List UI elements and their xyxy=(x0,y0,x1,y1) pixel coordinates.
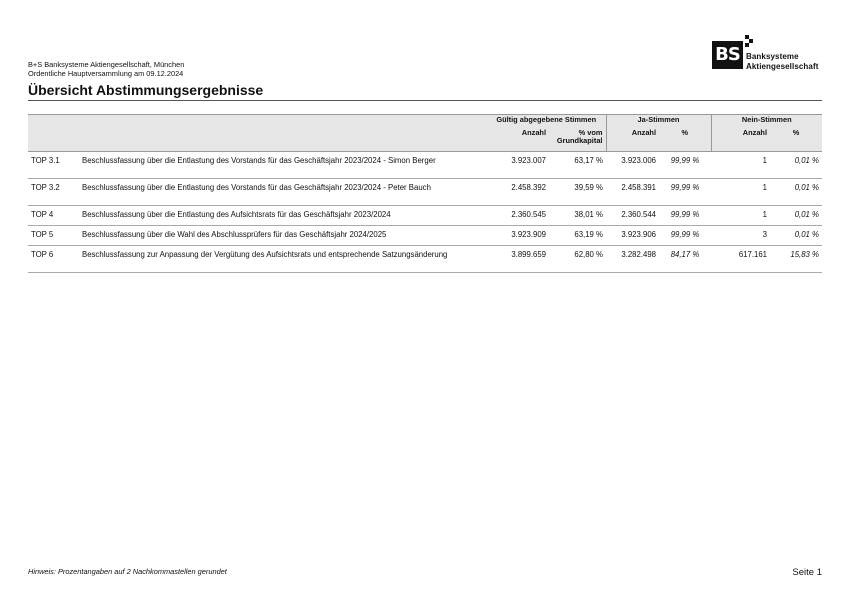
yes-count: 3.282.498 xyxy=(606,246,659,273)
table-row xyxy=(28,226,822,246)
yes-count: 2.458.391 xyxy=(606,179,659,206)
table-column-header xyxy=(28,129,822,152)
no-pct: 0,01 % xyxy=(770,179,822,206)
table-row xyxy=(28,246,822,273)
company-name: B+S Banksysteme Aktiengesellschaft, München xyxy=(28,60,185,69)
header-no-pct: % xyxy=(770,129,822,152)
logo-mark: BS xyxy=(712,41,743,69)
title-divider xyxy=(28,100,822,101)
yes-count: 3.923.906 xyxy=(606,226,659,246)
valid-pct: 62,80 % xyxy=(549,246,606,273)
no-pct: 0,01 % xyxy=(770,152,822,179)
yes-count: 2.360.544 xyxy=(606,206,659,226)
header-pct-capital-line1: % vom xyxy=(578,128,603,137)
agenda-item: TOP 6 xyxy=(28,246,79,273)
yes-pct: 99,99 % xyxy=(659,226,711,246)
valid-count: 3.923.007 xyxy=(487,152,549,179)
agenda-description: Beschlussfassung über die Wahl des Abschlussprüfers für das Geschäftsjahr 2024/2025 xyxy=(79,226,487,246)
company-logo xyxy=(712,35,824,75)
header-no-votes: Nein-Stimmen xyxy=(711,115,822,130)
no-count: 1 xyxy=(711,179,770,206)
yes-pct: 84,17 % xyxy=(659,246,711,273)
header-yes-pct: % xyxy=(659,129,711,152)
header-yes-count: Anzahl xyxy=(606,129,659,152)
no-pct: 15,83 % xyxy=(770,246,822,273)
agenda-description: Beschlussfassung über die Entlastung des Vorstands für das Geschäftsjahr 2023/2024 - Peter Bauch xyxy=(79,179,487,206)
valid-pct: 39,59 % xyxy=(549,179,606,206)
agenda-item: TOP 4 xyxy=(28,206,79,226)
voting-results-table xyxy=(28,114,822,273)
yes-pct: 99,99 % xyxy=(659,206,711,226)
header-blank xyxy=(28,115,79,130)
header-valid-votes: Gültig abgegebene Stimmen xyxy=(487,115,606,130)
header-yes-votes: Ja-Stimmen xyxy=(606,115,711,130)
table-row xyxy=(28,179,822,206)
valid-pct: 63,19 % xyxy=(549,226,606,246)
logo-line-1: Banksysteme xyxy=(746,52,799,61)
company-header xyxy=(28,60,184,78)
header-blank xyxy=(28,129,79,152)
header-blank xyxy=(79,129,487,152)
page-title: Übersicht Abstimmungsergebnisse xyxy=(28,82,264,98)
agenda-item: TOP 5 xyxy=(28,226,79,246)
agenda-item: TOP 3.2 xyxy=(28,179,79,206)
table-row xyxy=(28,152,822,179)
header-no-count: Anzahl xyxy=(711,129,770,152)
logo-dot xyxy=(749,39,753,43)
no-count: 617.161 xyxy=(711,246,770,273)
no-count: 1 xyxy=(711,152,770,179)
agenda-description: Beschlussfassung zur Anpassung der Vergütung des Aufsichtsrats und entsprechende Satzungsänderung xyxy=(79,246,487,273)
header-pct-capital-line2: Grundkapital xyxy=(556,136,603,145)
header-blank xyxy=(79,115,487,130)
yes-count: 3.923.006 xyxy=(606,152,659,179)
rounding-note: Hinweis: Prozentangaben auf 2 Nachkommastellen gerundet xyxy=(28,567,227,576)
table-group-header xyxy=(28,115,822,130)
header-valid-pct-capital xyxy=(549,129,606,152)
meeting-date: Ordentliche Hauptversammlung am 09.12.2024 xyxy=(28,69,184,78)
header-valid-count: Anzahl xyxy=(487,129,549,152)
valid-pct: 63,17 % xyxy=(549,152,606,179)
no-count: 3 xyxy=(711,226,770,246)
agenda-item: TOP 3.1 xyxy=(28,152,79,179)
no-count: 1 xyxy=(711,206,770,226)
logo-text xyxy=(746,52,819,72)
valid-count: 3.899.659 xyxy=(487,246,549,273)
valid-pct: 38,01 % xyxy=(549,206,606,226)
agenda-description: Beschlussfassung über die Entlastung des Vorstands für das Geschäftsjahr 2023/2024 - Simon Berger xyxy=(79,152,487,179)
logo-line-2: Aktiengesellschaft xyxy=(746,62,819,71)
no-pct: 0,01 % xyxy=(770,226,822,246)
logo-dot xyxy=(745,43,749,47)
table-row xyxy=(28,206,822,226)
valid-count: 3.923.909 xyxy=(487,226,549,246)
no-pct: 0,01 % xyxy=(770,206,822,226)
yes-pct: 99,99 % xyxy=(659,152,711,179)
valid-count: 2.360.545 xyxy=(487,206,549,226)
valid-count: 2.458.392 xyxy=(487,179,549,206)
agenda-description: Beschlussfassung über die Entlastung des Aufsichtsrats für das Geschäftsjahr 2023/2024 xyxy=(79,206,487,226)
yes-pct: 99,99 % xyxy=(659,179,711,206)
page-number: Seite 1 xyxy=(792,567,822,578)
